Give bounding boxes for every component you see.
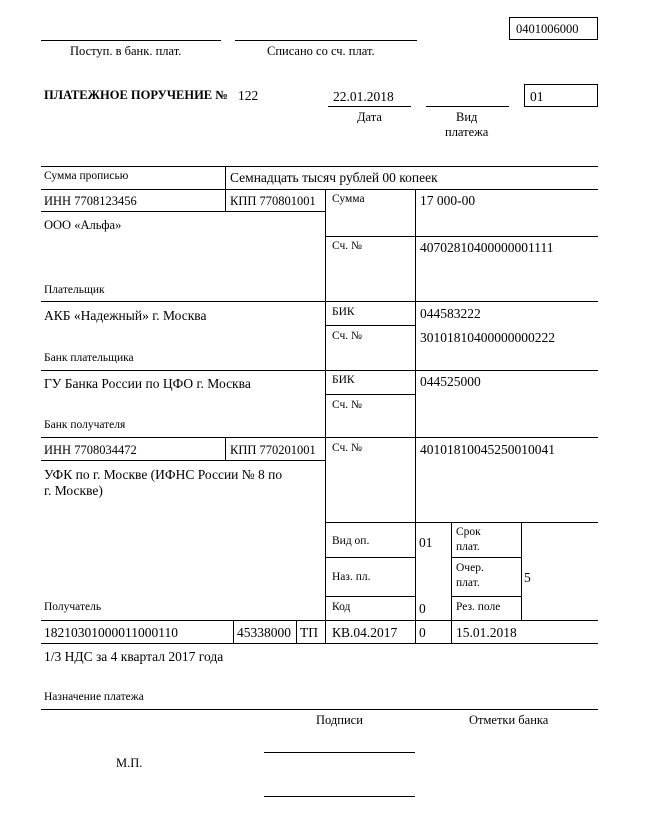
order-date: 22.01.2018 [333, 89, 394, 104]
kod-label: Код [332, 601, 351, 613]
signature-line-2 [264, 796, 415, 797]
grid-line [225, 437, 226, 460]
grid-line [325, 189, 326, 643]
grid-line [41, 460, 325, 461]
grid-line [325, 557, 415, 558]
amount-words-value: Семнадцать тысяч рублей 00 копеек [230, 170, 438, 185]
debited-label: Списано со сч. плат. [267, 44, 375, 58]
srok-label-2: плат. [456, 541, 480, 553]
grid-line [296, 620, 297, 643]
grid-line [325, 394, 415, 395]
payee-name-line1: УФК по г. Москве (ИФНС России № 8 по [44, 467, 283, 482]
tax-doc-number: 0 [419, 625, 426, 640]
payee-bank-label: Банк получателя [44, 419, 126, 431]
payee-label: Получатель [44, 601, 102, 613]
tax-oktmo: 45338000 [237, 625, 291, 640]
tax-period: КВ.04.2017 [332, 625, 398, 640]
ocher-label-1: Очер. [456, 562, 484, 574]
payee-bank-name: ГУ Банка России по ЦФО г. Москва [44, 376, 251, 391]
payer-bank-account: 30101810400000000222 [420, 330, 555, 345]
srok-label-1: Срок [456, 526, 481, 538]
grid-line [41, 709, 598, 710]
amount-words-label: Сумма прописью [44, 170, 129, 182]
grid-line [41, 189, 598, 190]
vid-op-label: Вид оп. [332, 535, 370, 547]
received-label: Поступ. в банк. плат. [70, 44, 182, 58]
payer-bank-name: АКБ «Надежный» г. Москва [44, 308, 207, 323]
form-code: 0401006000 [516, 22, 579, 36]
payment-type-label-2: платежа [445, 125, 489, 139]
grid-line [225, 166, 226, 189]
signatures-label: Подписи [316, 713, 363, 727]
payment-type-label-1: Вид [456, 110, 478, 124]
naz-pl-label: Наз. пл. [332, 571, 371, 583]
payee-bank-bik: 044525000 [420, 374, 481, 389]
payer-name: ООО «Альфа» [44, 218, 122, 232]
payer-label: Плательщик [44, 284, 105, 296]
grid-line [41, 301, 598, 302]
date-line [328, 106, 411, 107]
tax-doc-date: 15.01.2018 [456, 625, 517, 640]
stamp-label: М.П. [116, 756, 143, 770]
payee-name-line2: г. Москве) [44, 483, 103, 498]
grid-line [521, 522, 522, 620]
grid-line [41, 370, 598, 371]
payer-kpp: КПП 770801001 [230, 194, 316, 208]
purpose-label: Назначение платежа [44, 691, 144, 703]
grid-line [451, 522, 452, 643]
grid-line [325, 522, 598, 523]
payee-bank-bik-label: БИК [332, 374, 355, 386]
payer-account: 40702810400000001111 [420, 240, 554, 255]
payee-account: 40101810045250010041 [420, 442, 555, 457]
order-title: ПЛАТЕЖНОЕ ПОРУЧЕНИЕ № [44, 88, 228, 102]
payee-bank-account-label: Сч. № [332, 399, 363, 411]
grid-line [451, 596, 521, 597]
tax-kbk: 18210301000011000110 [44, 625, 178, 640]
payer-inn: ИНН 7708123456 [44, 194, 137, 208]
date-label: Дата [357, 110, 382, 124]
grid-line [41, 437, 598, 438]
payee-account-label: Сч. № [332, 442, 363, 454]
bank-marks-label: Отметки банка [469, 713, 549, 727]
order-number: 122 [238, 88, 259, 103]
payer-account-label: Сч. № [332, 240, 363, 252]
grid-line [233, 620, 234, 643]
vid-op-value: 01 [419, 535, 433, 550]
grid-line [41, 620, 598, 621]
grid-line [41, 166, 598, 167]
grid-line [415, 189, 416, 643]
payer-amount-label: Сумма [332, 193, 365, 205]
ocher-value: 5 [524, 570, 531, 585]
debited-line [235, 40, 417, 41]
signature-line-1 [264, 752, 415, 753]
grid-line [41, 643, 598, 644]
payer-bank-bik: 044583222 [420, 306, 481, 321]
grid-line [41, 211, 325, 212]
payer-bank-bik-label: БИК [332, 306, 355, 318]
payer-amount: 17 000-00 [420, 193, 476, 208]
payment-type-line [426, 106, 509, 107]
payee-kpp: КПП 770201001 [230, 443, 316, 457]
ocher-label-2: плат. [456, 577, 480, 589]
grid-line [225, 189, 226, 211]
grid-line [325, 596, 415, 597]
grid-line [325, 236, 598, 237]
payer-bank-label: Банк плательщика [44, 352, 134, 364]
purpose-text: 1/3 НДС за 4 квартал 2017 года [44, 649, 224, 664]
grid-line [325, 325, 415, 326]
tax-basis: ТП [300, 625, 318, 640]
grid-line [451, 557, 521, 558]
res-label: Рез. поле [456, 601, 501, 613]
payee-inn: ИНН 7708034472 [44, 443, 137, 457]
received-line [41, 40, 221, 41]
order-status: 01 [530, 89, 544, 104]
kod-value: 0 [419, 601, 426, 616]
payer-bank-account-label: Сч. № [332, 330, 363, 342]
